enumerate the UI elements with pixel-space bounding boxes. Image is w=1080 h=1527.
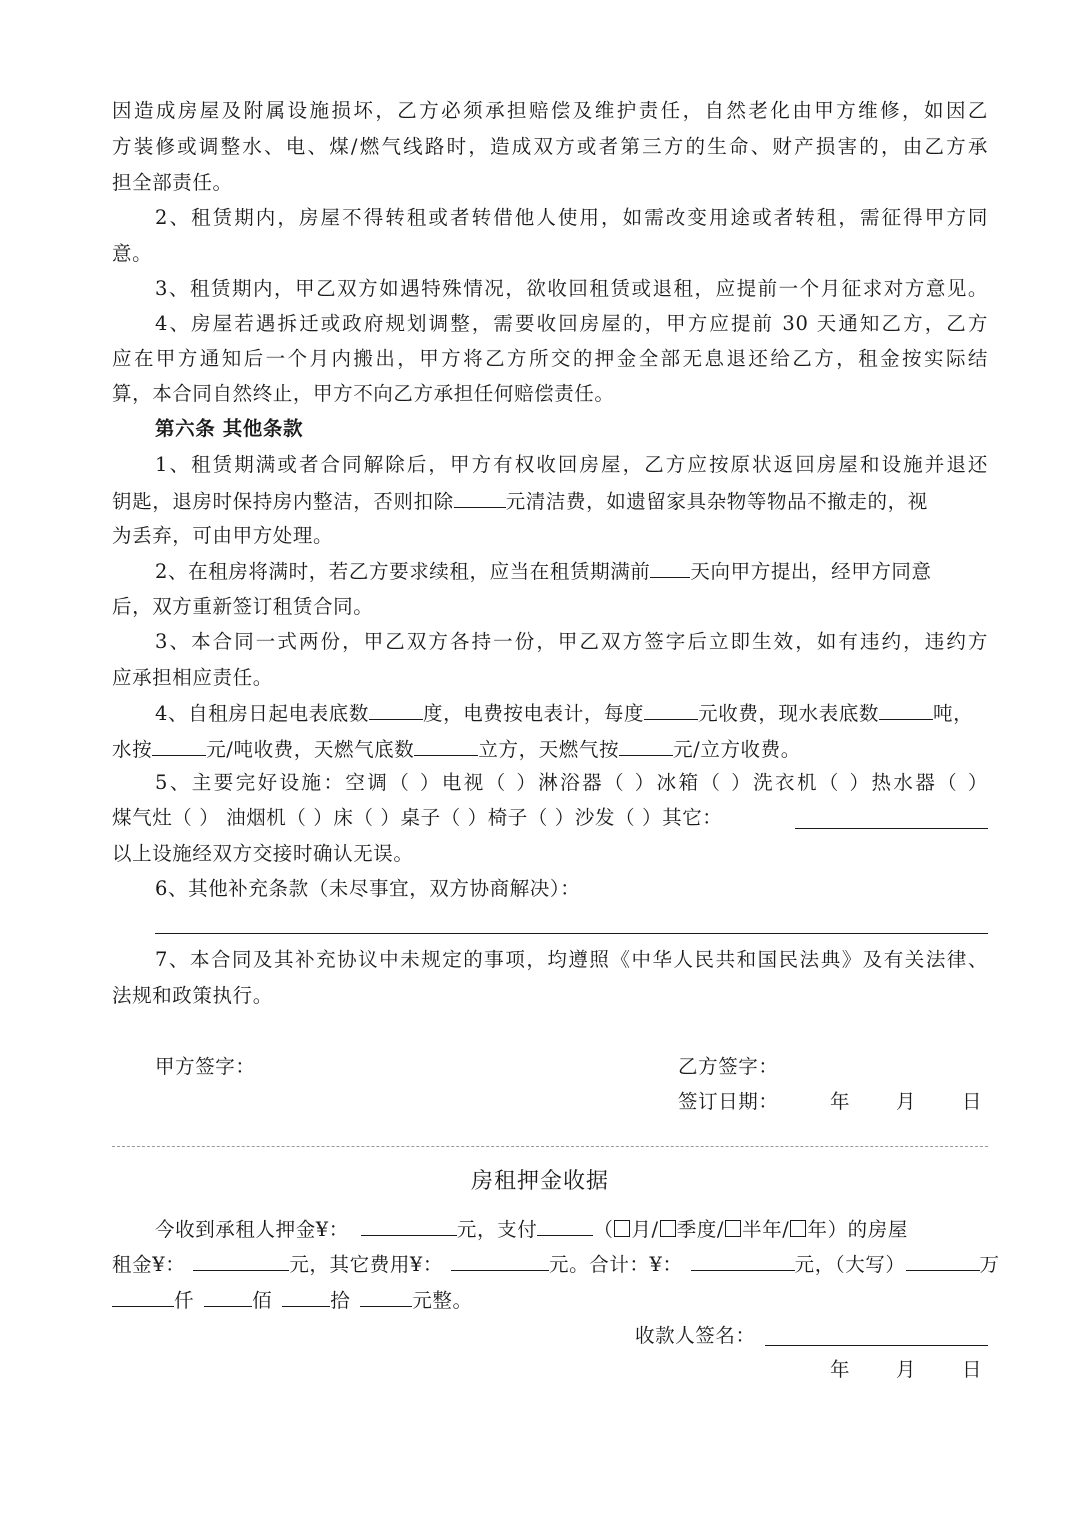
a6-clause-7-line-2: 法规和政策执行。 [112, 984, 273, 1007]
text: 元/吨收费，天燃气底数 [206, 738, 415, 761]
checkbox-half-year[interactable] [725, 1220, 741, 1237]
text: 钥匙，退房时保持房内整洁，否则扣除 [112, 490, 454, 513]
text: 立方，天燃气按 [478, 738, 620, 761]
text: 元，其它费用¥： [289, 1253, 444, 1276]
a6-clause-6: 6、其他补充条款（未尽事宜，双方协商解决）： [155, 877, 581, 900]
a6-clause-5-line-1: 5、主要完好设施：空调（ ）电视（ ）淋浴器（ ）冰箱（ ）洗衣机（ ）热水器（ ） [155, 771, 988, 794]
text: 元整。 [412, 1289, 473, 1312]
clause-4-line-2: 应在甲方通知后一个月内搬出，甲方将乙方所交的押金全部无息退还给乙方，租金按实际结 [112, 347, 988, 370]
sign-date-label: 签订日期： [678, 1090, 779, 1113]
cleaning-fee-blank[interactable] [454, 483, 506, 508]
water-price-blank[interactable] [152, 731, 206, 756]
receipt-month: 月 [896, 1358, 917, 1381]
text: 水按 [112, 738, 153, 761]
sign-date-year: 年 [830, 1090, 851, 1113]
gas-meter-blank[interactable] [414, 731, 478, 756]
text: 元收费，现水表底数 [698, 702, 880, 725]
other-fees-blank[interactable] [451, 1246, 549, 1271]
a6-clause-1-line-1: 1、租赁期满或者合同解除后，甲方有权收回房屋，乙方应按原状返回房屋和设施并退还 [155, 453, 988, 476]
a6-clause-1-line-2 [112, 483, 988, 519]
payee-signature-blank[interactable] [765, 1345, 988, 1346]
receipt-day: 日 [962, 1358, 983, 1381]
deposit-amount-blank[interactable] [361, 1211, 457, 1236]
text-line: 方装修或调整水、电、煤/燃气线路时，造成双方或者第三方的生命、财产损害的，由乙方承 [112, 135, 988, 158]
a6-clause-4-line-2 [112, 731, 988, 767]
text: 年）的房屋 [807, 1218, 908, 1241]
qian-blank[interactable] [112, 1282, 174, 1307]
a6-clause-7-line-1: 7、本合同及其补充协议中未规定的事项，均遵照《中华人民共和国民法典》及有关法律、 [155, 948, 988, 971]
a6-clause-1-line-3: 为丢弃，可由甲方处理。 [112, 524, 334, 547]
a6-clause-3-line-2: 应承担相应责任。 [112, 666, 273, 689]
text: 元，支付 [456, 1218, 538, 1241]
party-b-signature-label: 乙方签字： [678, 1055, 779, 1078]
checkbox-quarter[interactable] [660, 1220, 676, 1237]
shi-blank[interactable] [282, 1282, 330, 1307]
wan-blank[interactable] [906, 1246, 980, 1271]
party-a-signature-label: 甲方签字： [155, 1055, 256, 1078]
text: 元，（大写） [794, 1253, 906, 1276]
text: 元/立方收费。 [673, 738, 801, 761]
text: 拾 [330, 1289, 351, 1312]
a6-clause-5-line-2: 煤气灶（ ） 油烟机（ ）床（ ）桌子（ ）椅子（ ）沙发（ ）其它： [112, 806, 723, 829]
clause-2-line-1: 2、租赁期内，房屋不得转租或者转借他人使用，如需改变用途或者转租，需征得甲方同 [155, 206, 988, 229]
article-6-heading: 第六条 其他条款 [155, 417, 304, 440]
a6-clause-3-line-1: 3、本合同一式两份，甲乙双方各持一份，甲乙双方签字后立即生效，如有违约，违约方 [155, 630, 988, 653]
text: 佰 [252, 1289, 273, 1312]
checkbox-month[interactable] [614, 1220, 630, 1237]
checkbox-year[interactable] [790, 1220, 806, 1237]
text: 月/ [631, 1218, 659, 1241]
text: 租金¥： [112, 1253, 186, 1276]
clause-2-line-2: 意。 [112, 242, 153, 265]
yuan-blank[interactable] [360, 1282, 412, 1307]
a6-clause-2-line-1 [155, 553, 988, 589]
bai-blank[interactable] [204, 1282, 252, 1307]
receipt-line-3 [112, 1282, 988, 1318]
receipt-line-1 [155, 1211, 988, 1247]
text: （ [593, 1218, 614, 1241]
text: 吨， [933, 702, 974, 725]
text: 2、在租房将满时，若乙方要求续租，应当在租赁期满前 [155, 560, 651, 583]
receipt-line-2 [112, 1246, 1000, 1282]
electric-meter-blank[interactable] [369, 695, 423, 720]
a6-clause-4-line-1 [155, 695, 988, 731]
rent-amount-blank[interactable] [193, 1246, 289, 1271]
clause-4-line-3: 算，本合同自然终止，甲方不向乙方承担任何赔偿责任。 [112, 382, 615, 405]
text: 度，电费按电表计，每度 [423, 702, 645, 725]
text: 元清洁费，如遗留家具杂物等物品不撤走的，视 [505, 490, 928, 513]
clause-4-line-1: 4、房屋若遇拆迁或政府规划调整，需要收回房屋的，甲方应提前 30 天通知乙方，乙方 [155, 312, 988, 335]
pay-period-blank[interactable] [537, 1211, 593, 1236]
text: 4、自租房日起电表底数 [155, 702, 370, 725]
text: 天向甲方提出，经甲方同意 [690, 560, 932, 583]
text-line: 担全部责任。 [112, 171, 233, 194]
gas-price-blank[interactable] [619, 731, 673, 756]
text: 半年/ [742, 1218, 790, 1241]
text: 万 [979, 1253, 1000, 1276]
text: 仟 [174, 1289, 195, 1312]
a6-clause-5-line-3: 以上设施经双方交接时确认无误。 [112, 842, 414, 865]
other-facilities-blank[interactable] [795, 828, 988, 829]
receipt-year: 年 [830, 1358, 851, 1381]
water-meter-blank[interactable] [879, 695, 933, 720]
electric-price-blank[interactable] [644, 695, 698, 720]
sign-date-month: 月 [896, 1090, 917, 1113]
text: 元。合计：¥： [549, 1253, 683, 1276]
payee-signature-label: 收款人签名： [635, 1324, 756, 1347]
text-line: 因造成房屋及附属设施损坏，乙方必须承担赔偿及维护责任，自然老化由甲方维修，如因乙 [112, 99, 988, 122]
text: 今收到承租人押金¥： [155, 1218, 349, 1241]
sign-date-day: 日 [962, 1090, 983, 1113]
receipt-title: 房租押金收据 [470, 1169, 609, 1194]
total-amount-blank[interactable] [691, 1246, 795, 1271]
renewal-days-blank[interactable] [650, 553, 690, 578]
text: 季度/ [676, 1218, 725, 1241]
a6-clause-2-line-2: 后，双方重新签订租赁合同。 [112, 595, 374, 618]
clause-3: 3、租赁期内，甲乙双方如遇特殊情况，欲收回租赁或退租，应提前一个月征求对方意见。 [155, 277, 988, 300]
cut-line [112, 1146, 988, 1147]
supplementary-terms-blank[interactable] [155, 933, 988, 934]
